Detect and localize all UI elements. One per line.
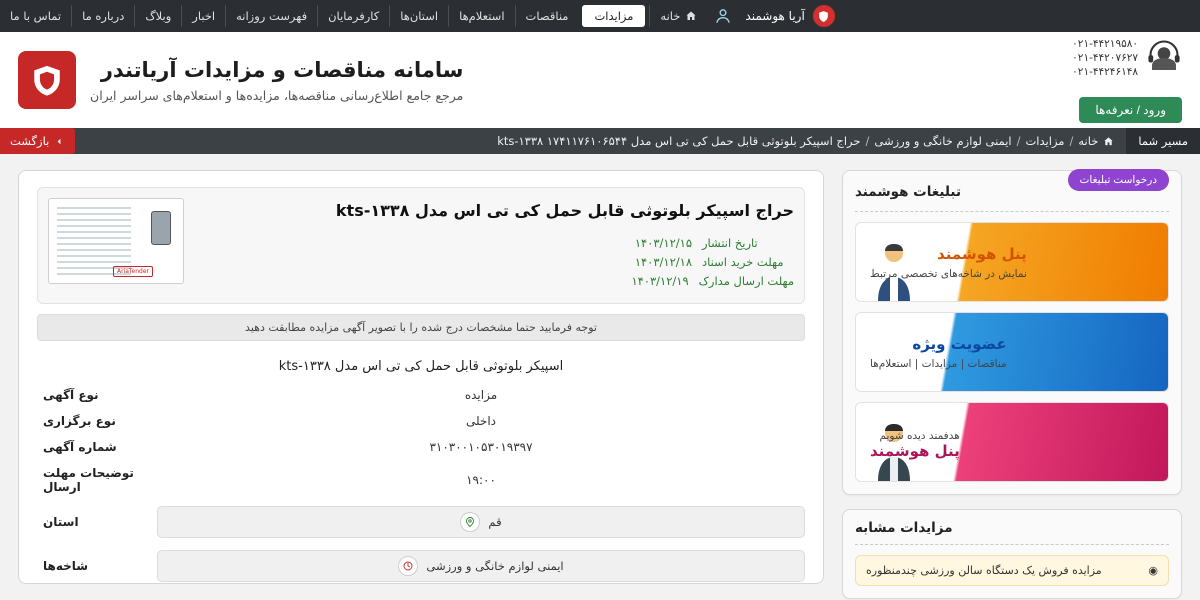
phone-numbers (1072, 37, 1138, 79)
ad-title: پنل هوشمند (937, 244, 1027, 263)
ad-title: عضویت ویژه (912, 334, 1007, 353)
date-key: مهلت خرید اسناد (702, 255, 784, 270)
spec-value: ۱۹:۰۰ (466, 473, 496, 488)
spec-value: ۳۱۰۳۰۰۱۰۵۳۰۱۹۳۹۷ (429, 440, 533, 455)
login-button[interactable]: ورود / نعرفه‌ها (1079, 97, 1182, 123)
smart-ads-card (842, 170, 1182, 495)
nav-item-blog[interactable]: وبلاگ (134, 5, 181, 27)
breadcrumb-separator: / (1069, 134, 1074, 148)
phone-1: ۰۲۱-۴۴۲۱۹۵۸۰ (1072, 38, 1138, 50)
date-row-docs-purchase (198, 255, 794, 269)
category-icon (398, 556, 418, 576)
breadcrumb-item-category[interactable]: ایمنی لوازم خانگی و ورزشی (874, 134, 1012, 148)
list-item[interactable] (855, 555, 1169, 586)
spec-row-holding-type (37, 414, 805, 428)
date-row-publish (198, 236, 794, 250)
nav-item-contact[interactable]: تماس با ما (10, 9, 62, 23)
phone-2: ۰۲۱-۴۴۲۰۷۶۲۷ (1072, 52, 1138, 64)
spec-key: نوع آگهی (43, 388, 99, 403)
ad-subtitle: هدفمند دیده شویم (879, 429, 960, 442)
site-logo-icon[interactable] (813, 5, 835, 27)
nav-item-provinces[interactable]: استان‌ها (389, 5, 448, 27)
date-value: ۱۴۰۳/۱۲/۱۵ (634, 236, 692, 251)
similar-auctions-header (855, 520, 1169, 545)
breadcrumb (0, 128, 1200, 154)
nav-item-inquiries[interactable]: استعلام‌ها (448, 5, 514, 27)
spec-key: شاخه‌ها (43, 559, 89, 574)
ad-banner-special-membership[interactable] (855, 312, 1169, 392)
breadcrumb-label: مسیر شما (1126, 128, 1200, 154)
site-header (0, 32, 1200, 128)
date-value: ۱۴۰۳/۱۲/۱۸ (634, 255, 692, 270)
page-title: سامانه مناقصات و مزایدات آریاتندر (100, 57, 464, 82)
headset-icon (1146, 40, 1182, 76)
brand-block (18, 51, 463, 109)
breadcrumb-path (485, 134, 1126, 148)
category-label: ایمنی لوازم خانگی و ورزشی (426, 559, 564, 574)
nav-item-employers[interactable]: کارفرمایان (317, 5, 389, 27)
list-item-label: مزایده فروش یک دستگاه سالن ورزشی چندمنظوره (866, 564, 1102, 577)
breadcrumb-item-current: حراج اسپیکر بلوتوثی قابل حمل ک‍ی ت‍ی اس مدل kts-۱۳۳۸ ۱۷۴۱۱۷۶۱۰۶۵۴۴ (497, 134, 861, 148)
user-avatar-icon[interactable] (713, 6, 733, 26)
back-button[interactable] (0, 128, 75, 154)
ad-banner-targeted[interactable] (855, 402, 1169, 482)
province-chip[interactable] (157, 506, 805, 538)
auction-title: حراج اسپیکر بلوتوثی قابل حمل ک‍ی ت‍ی اس مدل kts-۱۳۳۸ (335, 201, 794, 220)
brand-logo-icon[interactable] (18, 51, 76, 109)
similar-auctions-title: مزایدات مشابه (855, 520, 953, 536)
auction-detail-panel (18, 170, 824, 584)
spec-row-categories (37, 550, 805, 582)
location-icon (460, 512, 480, 532)
home-icon (685, 10, 697, 22)
date-row-docs-submit (198, 274, 794, 288)
category-chip[interactable] (157, 550, 805, 582)
thumbnail-device-icon (151, 211, 171, 245)
breadcrumb-item-home[interactable]: خانه (1078, 134, 1099, 148)
page-subtitle: مرجع جامع اطلاع‌رسانی مناقصه‌ها، مزایده‌ها و استعلام‌های سراسر ایران (90, 87, 464, 103)
spec-key: شماره آگهی (43, 440, 117, 455)
nav-item-about[interactable]: درباره ما (71, 5, 134, 27)
ad-banner-smart-panel[interactable] (855, 222, 1169, 302)
arrow-left-icon (54, 136, 65, 147)
spec-value: مزایده (464, 388, 498, 403)
thumbnail-stamp: AriaTender (113, 266, 153, 277)
date-value: ۱۴۰۳/۱۲/۱۹ (631, 274, 689, 289)
top-navigation-bar (0, 0, 1200, 32)
spec-row-province (37, 506, 805, 538)
auction-summary (37, 187, 805, 304)
auction-thumbnail[interactable] (48, 198, 184, 284)
breadcrumb-item-auctions[interactable]: مزایدات (1025, 134, 1065, 148)
spec-row-ad-number (37, 440, 805, 454)
phone-3: ۰۲۱-۴۴۲۴۶۱۴۸ (1072, 66, 1138, 78)
auction-dates (198, 236, 794, 288)
home-icon (1103, 136, 1114, 147)
date-key: مهلت ارسال مدارک (698, 274, 794, 289)
spec-value: داخلی (465, 414, 497, 429)
nav-items (0, 5, 707, 27)
breadcrumb-separator: / (865, 134, 870, 148)
breadcrumb-separator: / (1016, 134, 1021, 148)
smart-ads-header (855, 174, 1169, 212)
ad-title: پنل هوشمند (870, 441, 960, 460)
spec-row-submit-note (37, 466, 805, 494)
auction-subtitle: اسپیکر بلوتوثی قابل حمل ک‍ی ت‍ی اس مدل kts-۱۳۳۸ (278, 359, 564, 375)
thumbnail-text-lines (57, 207, 131, 275)
spec-key: استان (43, 515, 79, 530)
nav-item-tenders[interactable]: مناقصات (515, 5, 579, 27)
notice-text: توجه فرمایید حتما مشخصات درج شده را با تصویر آگهی مزایده مطابقت دهید (37, 314, 805, 341)
spec-row-ad-type (37, 388, 805, 402)
ad-subtitle: مناقصات | مزایدات | استعلام‌ها (870, 357, 1007, 370)
nav-item-news[interactable]: اخبار (181, 5, 225, 27)
sidebar (842, 170, 1182, 584)
date-key: تاریخ انتشار (702, 236, 758, 251)
nav-item-home[interactable] (649, 5, 707, 27)
contact-block (1072, 37, 1182, 123)
nav-item-label: خانه (660, 9, 681, 23)
smart-ads-title: تبلیغات هوشمند (855, 184, 962, 200)
spec-key: توضیحات مهلت ارسال (43, 466, 134, 495)
nav-item-auctions[interactable]: مزایدات (582, 5, 645, 27)
similar-auctions-card (842, 509, 1182, 599)
request-ads-button[interactable]: درخواست تبلیغات (1068, 169, 1170, 191)
back-button-label: بازگشت (10, 134, 50, 148)
page-body (0, 154, 1200, 600)
list-item-badge-icon: ◉ (1148, 564, 1158, 577)
nav-brand-label: آریا هوشمند (745, 9, 805, 23)
ad-subtitle: نمایش در شاخه‌های تخصصی مرتبط (870, 267, 1027, 280)
spec-key: نوع برگزاری (43, 414, 116, 429)
province-label: قم (488, 515, 502, 530)
nav-item-daily-list[interactable]: فهرست روزانه (225, 5, 317, 27)
